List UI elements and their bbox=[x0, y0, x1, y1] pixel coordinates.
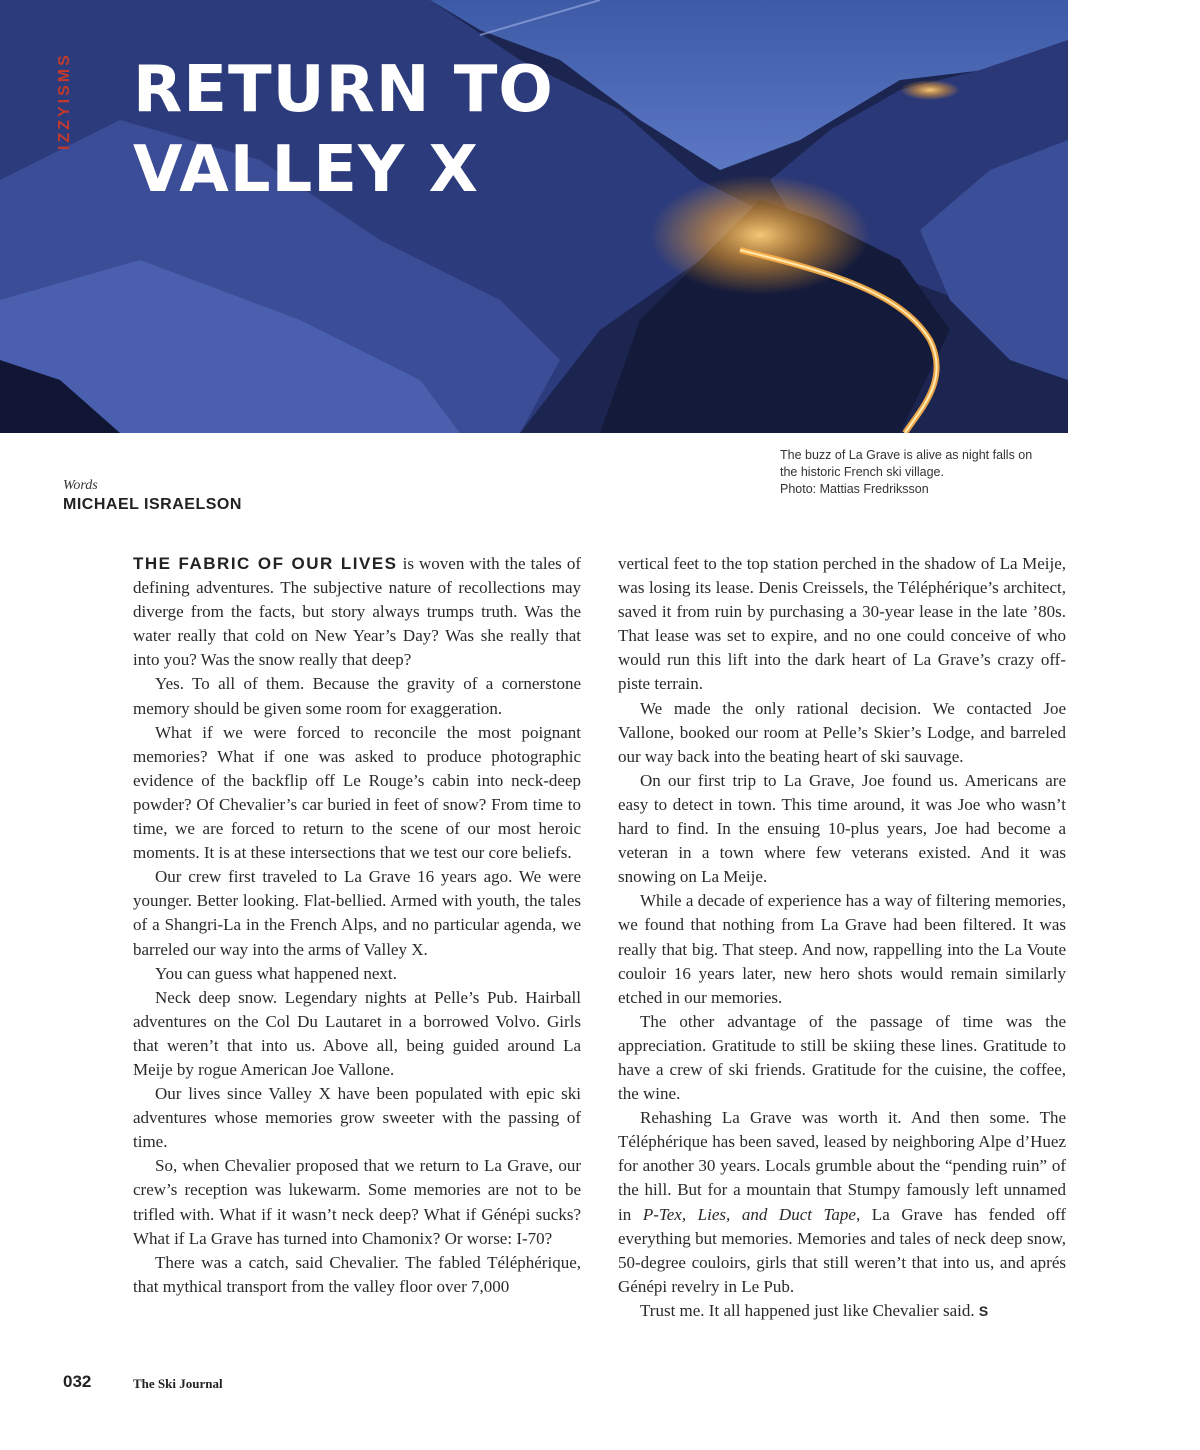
paragraph: Our crew first traveled to La Grave 16 years ago. We were younger. Better looking. Flat-bellied. Armed with youth, the tales of a Shangri-La in the French Alps, and no particular agenda, we barreled our way into the arms of Valley X. bbox=[133, 867, 581, 959]
title-line-2: VALLEY X bbox=[133, 133, 479, 207]
paragraph: Neck deep snow. Legendary nights at Pelle’s Pub. Hairball adventures on the Col Du Lautaret in a borrowed Volvo. Girls that weren’t that into us. Above all, being guided around La Meije by rogue American Joe Vallone. bbox=[133, 987, 581, 1079]
title-line-1: RETURN TO bbox=[133, 53, 554, 127]
paragraph: vertical feet to the top station perched in the shadow of La Meije, was losing its lease. Denis Creissels, the Téléphérique’s architect, saved it from ruin by purchasing a 30-year lease in the late ’80s. That lease was set to expire, and no one could conceive of who would run this lift into the dark heart of La Grave’s crazy off-piste terrain. bbox=[618, 554, 1066, 694]
lead-in: THE FABRIC OF OUR LIVES bbox=[133, 554, 398, 573]
page-footer bbox=[63, 1372, 223, 1392]
byline-label: Words bbox=[63, 478, 98, 493]
publication-name: The Ski Journal bbox=[133, 1376, 223, 1391]
paragraph: So, when Chevalier proposed that we return to La Grave, our crew’s reception was lukewarm. Some memories are not to be trifled with. What if it wasn’t neck deep? What if Génépi sucks? What if La Grave has turned into Chamonix? Or worse: I-70? bbox=[133, 1156, 581, 1248]
paragraph bbox=[618, 1106, 1066, 1299]
paragraph: The other advantage of the passage of time was the appreciation. Gratitude to still be skiing these lines. Gratitude to have a crew of ski friends. Gratitude for the cuisine, the coffee, the wine. bbox=[618, 1011, 1066, 1104]
book-title: P-Tex, Lies, and Duct Tape bbox=[642, 1204, 856, 1224]
paragraph: There was a catch, said Chevalier. The fabled Téléphérique, that mythical transport from the valley floor over 7,000 bbox=[133, 1252, 581, 1296]
paragraph-text: is woven with the tales of defining adventures. The subjective nature of recollections may diverge from the facts, but story always trumps truth. Was the water really that cold on New Year’s Day? Was she really that into you? Was the snow really that deep? bbox=[133, 554, 581, 670]
caption-line-1: The buzz of La Grave is alive as night falls on bbox=[780, 448, 1033, 462]
paragraph: Yes. To all of them. Because the gravity of a cornerstone memory should be given some room for exaggeration. bbox=[133, 674, 581, 718]
paragraph: While a decade of experience has a way of filtering memories, we found that nothing from La Grave had been filtered. It was really that big. That steep. And now, rappelling into the La Voute couloir 16 years later, new hero shots would remain similarly etched in our memories. bbox=[618, 891, 1066, 1007]
paragraph: You can guess what happened next. bbox=[155, 963, 397, 983]
page-title bbox=[133, 50, 554, 210]
paragraph: We made the only rational decision. We contacted Joe Vallone, booked our room at Pelle’s Skier’s Lodge, and barreled our way back into the beating heart of ski sauvage. bbox=[618, 698, 1066, 766]
photo-caption bbox=[780, 447, 1070, 498]
paragraph: On our first trip to La Grave, Joe found us. Americans are easy to detect in town. This time around, it was Joe who wasn’t hard to find. In the ensuing 10-plus years, Joe had become a veteran in a town where few veterans existed. And it was snowing on La Meije. bbox=[618, 770, 1066, 887]
article-column-left bbox=[133, 552, 581, 1299]
paragraph: Our lives since Valley X have been populated with epic ski adventures whose memories grow sweeter with the passing of time. bbox=[133, 1084, 581, 1152]
page-number: 032 bbox=[63, 1372, 92, 1391]
author-name: MICHAEL ISRAELSON bbox=[63, 496, 242, 513]
paragraph-text: , La Grave has fended off everything but memories. Memories and tales of neck deep snow, 50-degree couloirs, girls that still weren’t that into us, and aprés Génépi revelry in Le Pub. bbox=[618, 1204, 1067, 1296]
paragraph bbox=[133, 552, 581, 672]
end-mark-icon: S bbox=[978, 1302, 989, 1319]
caption-line-2: the historic French ski village. bbox=[780, 465, 944, 479]
paragraph: What if we were forced to reconcile the most poignant memories? What if one was asked to produce photographic evidence of the backflip off Le Rouge’s cabin into neck-deep powder? Of Chevalier’s car buried in feet of snow? From time to time, we are forced to return to the scene of our most heroic moments. It is at these intersections that we test our core beliefs. bbox=[133, 722, 581, 863]
paragraph-text: Rehashing La Grave was worth it. And then some. The Téléphérique has been saved, leased by neighboring Alpe d’Huez for another 30 years. Locals grumble about the “pending ruin” of the hill. But for a mountain that Stumpy famously left unnamed in bbox=[618, 1108, 1066, 1224]
paragraph bbox=[618, 1299, 1066, 1323]
section-tag: IZZYISMS bbox=[56, 52, 73, 150]
byline bbox=[63, 478, 242, 514]
article-column-right bbox=[618, 552, 1066, 1323]
paragraph-text: Trust me. It all happened just like Chevalier said. bbox=[640, 1300, 975, 1320]
caption-credit: Photo: Mattias Fredriksson bbox=[780, 482, 929, 496]
